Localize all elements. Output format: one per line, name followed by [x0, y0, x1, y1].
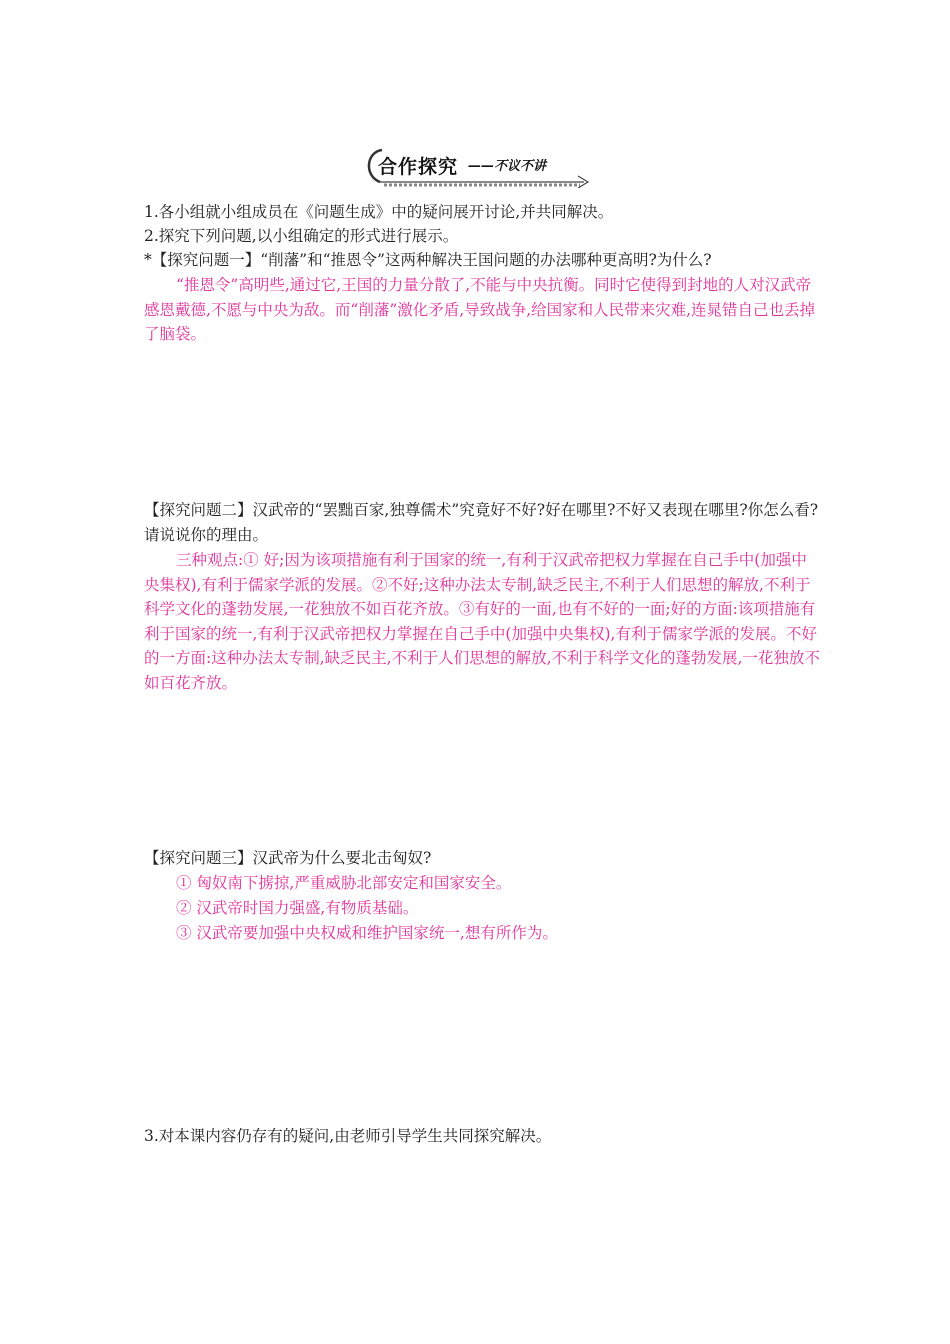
banner-subtitle: ——不议不讲 [468, 159, 547, 174]
answer-3-item: ① 匈奴南下掳掠,严重威胁北部安定和国家安全。 [176, 874, 512, 892]
question-3: 【探究问题三】汉武帝为什么要北击匈奴? [144, 849, 432, 867]
answer-1: “推恩令”高明些,通过它,王国的力量分散了,不能与中央抗衡。同时它使得到封地的人对汉武帝感恩戴德,不愿与中央为敌。而“削藩”激化矛盾,导致战争,给国家和人民带来灾难,连晁错自己也丢掉了脑袋。 [144, 276, 816, 343]
question-2: 【探究问题二】汉武帝的“罢黜百家,独尊儒术”究竟好不好?好在哪里?不好又表现在哪里?你怎么看?请说说你的理由。 [144, 501, 819, 544]
instruction-3: 3.对本课内容仍存有的疑问,由老师引导学生共同探究解决。 [144, 1127, 552, 1145]
answer-2: 三种观点:① 好;因为该项措施有利于国家的统一,有利于汉武帝把权力掌握在自己手中(加强中央集权),有利于儒家学派的发展。②不好;这种办法太专制,缺乏民主,不利于人们思想的解放,不利于科学文化的蓬勃发展,一花独放不如百花齐放。③有好的一面,也有不好的一面;好的方面:该项措施有利于国家的统一,有利于汉武帝把权力掌握在自己手中(加强中央集权),有利于儒家学派的发展。不好的一方面:这种办法太专制,缺乏民主,不利于人们思想的解放,不利于科学文化的蓬勃发展,一花独放不如百花齐放。 [144, 551, 820, 692]
instruction-2: 2.探究下列问题,以小组确定的形式进行展示。 [144, 227, 459, 245]
answer-3-item: ② 汉武帝时国力强盛,有物质基础。 [176, 899, 419, 917]
answer-3-item: ③ 汉武帝要加强中央权威和维护国家统一,想有所作为。 [176, 924, 558, 942]
question-1: *【探究问题一】“削藩”和“推恩令”这两种解决王国问题的办法哪种更高明?为什么? [144, 251, 712, 269]
instruction-1: 1.各小组就小组成员在《问题生成》中的疑问展开讨论,并共同解决。 [144, 203, 614, 221]
section-banner [360, 146, 592, 188]
banner-title: 合作探究 [378, 156, 459, 178]
